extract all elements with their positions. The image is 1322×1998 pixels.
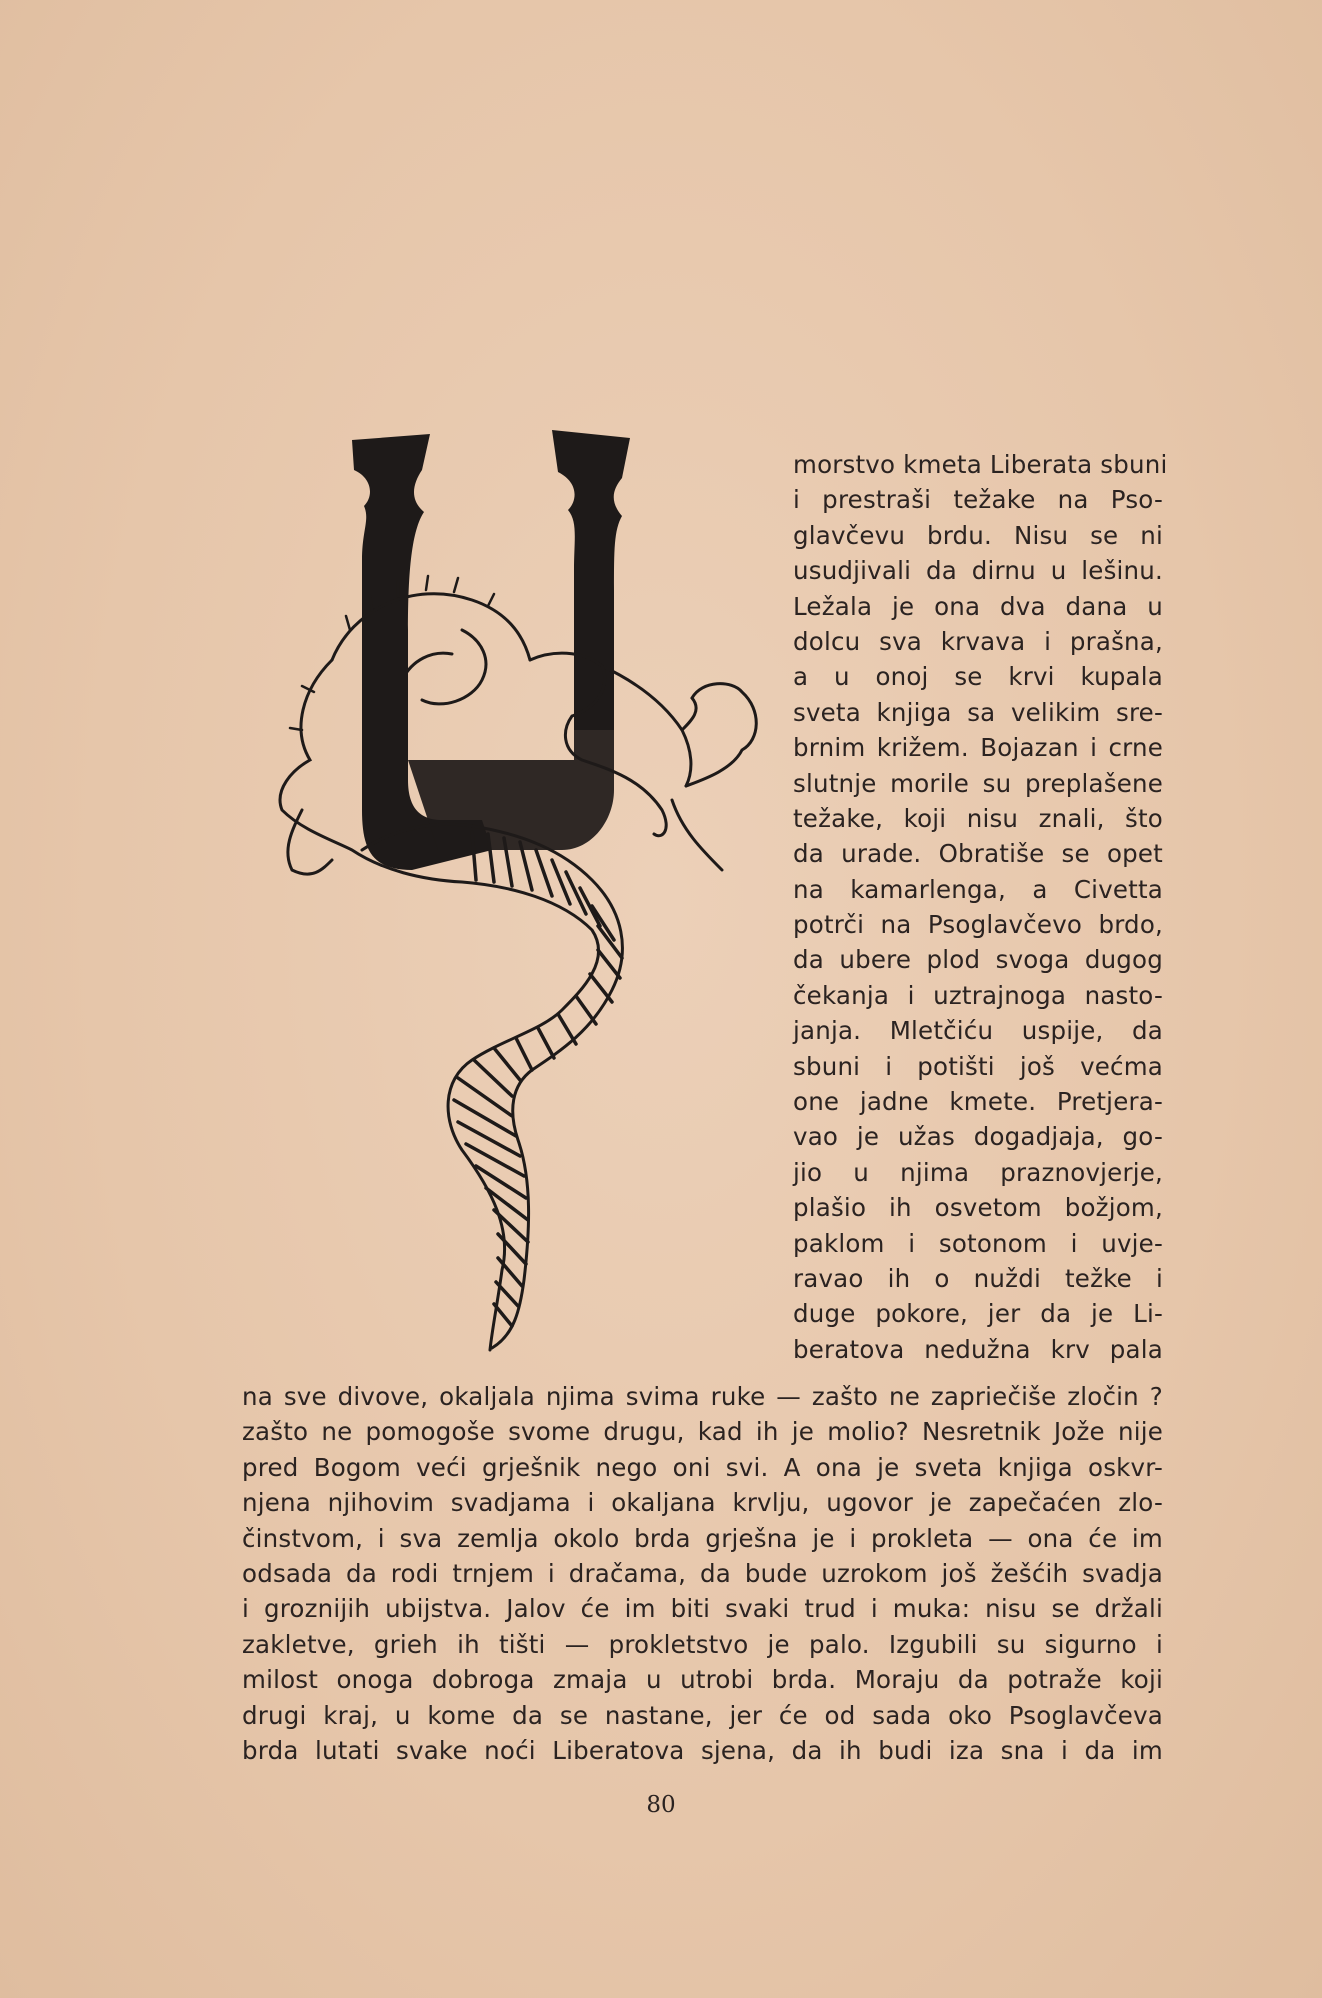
text-line: da urade. Obratiše se opet	[793, 839, 1163, 869]
text-line: glavčevu brdu. Nisu se ni	[793, 520, 1163, 550]
text-line: jio u njima praznovjerje,	[793, 1157, 1163, 1187]
page-number: 80	[646, 1792, 676, 1818]
text-line: zašto ne pomogoše svome drugu, kad ih je molio? Nesretnik Jože nije	[242, 1417, 1163, 1447]
text-line: duge pokore, jer da je Li-	[793, 1299, 1163, 1329]
text-line: sbuni i potišti još većma	[793, 1051, 1163, 1081]
text-line: pred Bogom veći grješnik nego oni svi. A ona je sveta knjiga oskvr-	[242, 1452, 1163, 1482]
text-line: brda lutati svake noći Liberatova sjena, da ih budi iza sna i da im	[242, 1735, 1163, 1765]
text-line: činstvom, i sva zemlja okolo brda grješna je i prokleta — ona će im	[242, 1523, 1163, 1553]
text-line: plašio ih osvetom božjom,	[793, 1193, 1163, 1223]
text-line: i groznijih ubijstva. Jalov će im biti svaki trud i muka: nisu se držali	[242, 1594, 1163, 1624]
text-line: potrči na Psoglavčevo brdo,	[793, 910, 1163, 940]
text-line: i prestraši težake na Pso-	[793, 485, 1163, 515]
text-line: na kamarlenga, a Civetta	[793, 874, 1163, 904]
text-line: beratova nedužna krv pala	[793, 1334, 1163, 1364]
text-line: slutnje morile su preplašene	[793, 768, 1163, 798]
text-line: drugi kraj, u kome da se nastane, jer će od sada oko Psoglavčeva	[242, 1700, 1163, 1730]
text-line: čekanja i uztrajnoga nasto-	[793, 980, 1163, 1010]
text-line: zakletve, grieh ih tišti — prokletstvo je palo. Izgubili su sigurno i	[242, 1629, 1163, 1659]
text-line: težake, koji nisu znali, što	[793, 803, 1163, 833]
text-line: milost onoga dobroga zmaja u utrobi brda. Moraju da potraže koji	[242, 1665, 1163, 1695]
text-line: a u onoj se krvi kupala	[793, 662, 1163, 692]
text-line: vao je užas dogadjaja, go-	[793, 1122, 1163, 1152]
text-line: morstvo kmeta Liberata sbuni	[793, 450, 1168, 479]
text-line: brnim križem. Bojazan i crne	[793, 733, 1163, 763]
text-line: one jadne kmete. Pretjera-	[793, 1087, 1163, 1117]
text-line: njena njihovim svadjama i okaljana krvlju, ugovor je zapečaćen zlo-	[242, 1488, 1163, 1518]
text-line: janja. Mletčiću uspije, da	[793, 1016, 1163, 1046]
text-line: dolcu sva krvava i prašna,	[793, 626, 1163, 656]
text-line: ravao ih o nuždi težke i	[793, 1263, 1163, 1293]
text-line: na sve divove, okaljala njima svima ruke — zašto ne zapriečiše zločin ?	[242, 1382, 1163, 1411]
text-line: usudjivali da dirnu u lešinu.	[793, 556, 1163, 586]
text-line: sveta knjiga sa velikim sre-	[793, 697, 1163, 727]
text-line: odsada da rodi trnjem i dračama, da bude uzrokom još žešćih svadja	[242, 1558, 1163, 1588]
text-line: da ubere plod svoga dugog	[793, 945, 1163, 975]
side-text-block	[793, 447, 1168, 1367]
full-width-text-block	[242, 1379, 1163, 1768]
text-line: paklom i sotonom i uvje-	[793, 1228, 1163, 1258]
dragon-initial-u-illustration	[262, 430, 762, 1360]
text-line: Ležala je ona dva dana u	[793, 591, 1163, 621]
